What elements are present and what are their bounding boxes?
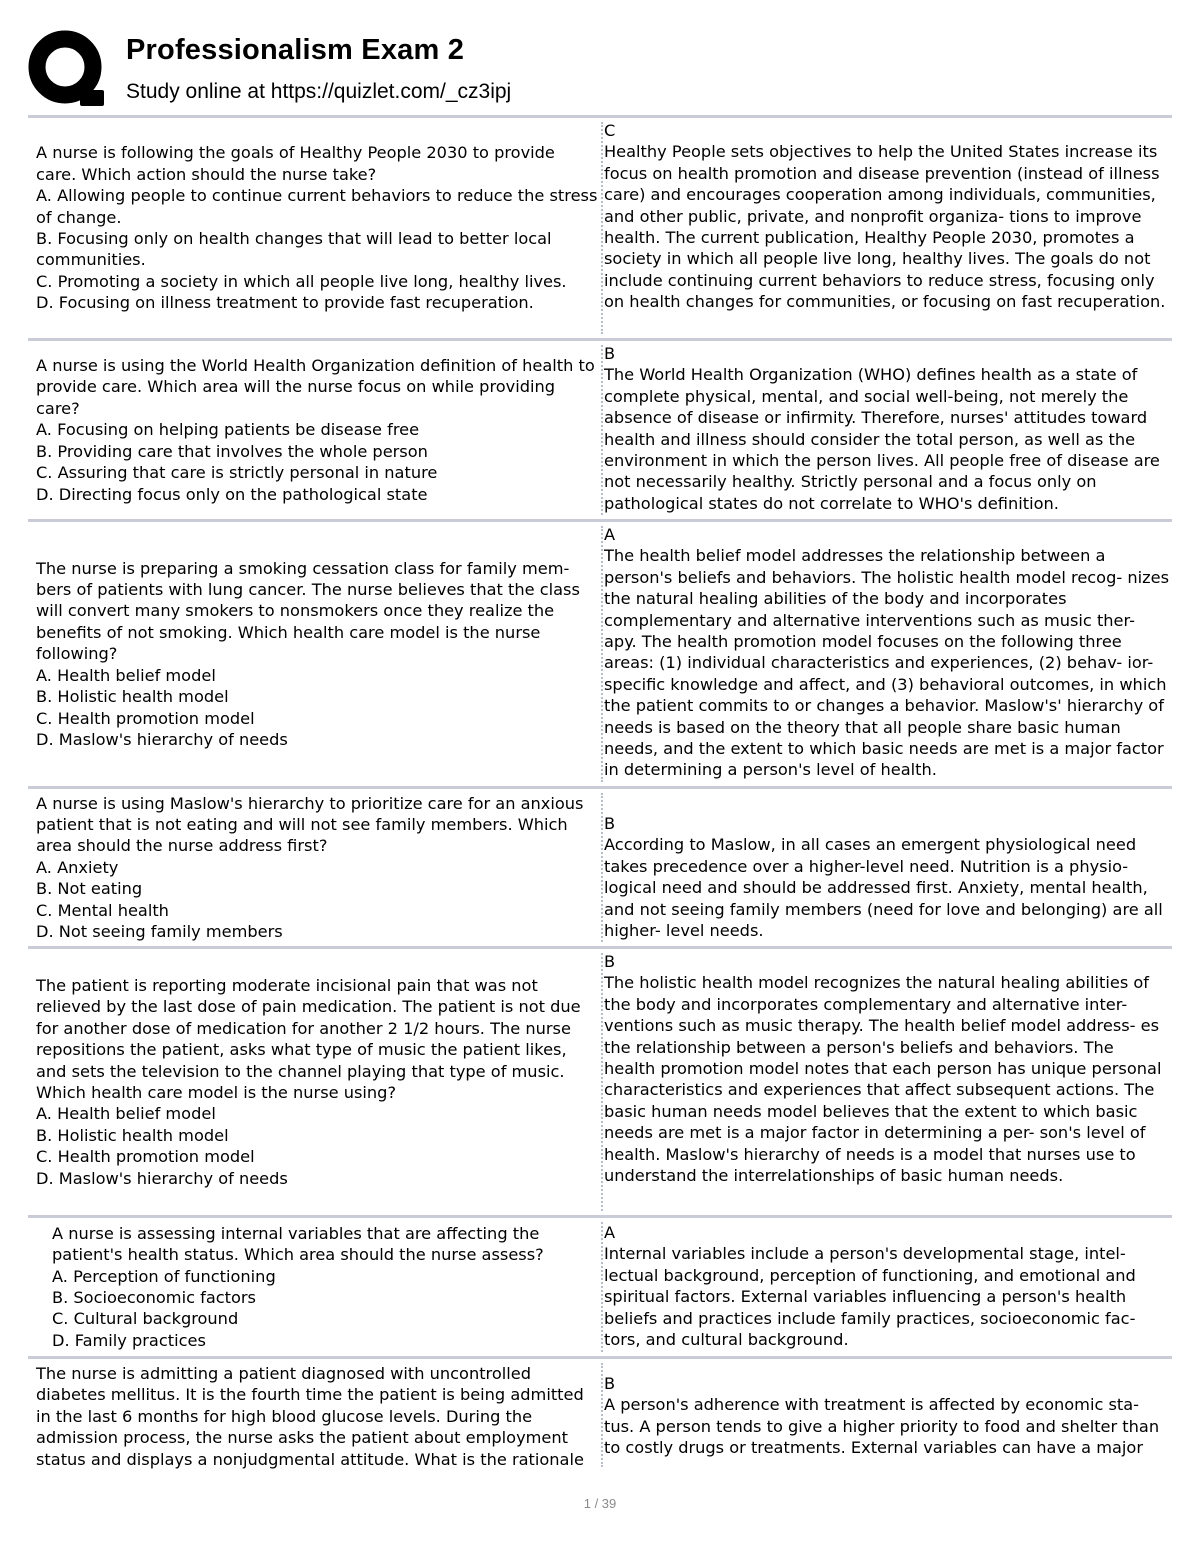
page-title: Professionalism Exam 2 xyxy=(126,34,465,66)
card-term: The patient is reporting moderate incisional pain that was not relieved by the last dose of pain medication. The patient is not due for another dose of medication for another 2 1/2 hours. The nurse repositions the patient, asks what type of music the patient likes, and sets the television to the channel playing that type of music. Which health care model is the nurse using? A. Health belief model B. Holistic health model C. Health promotion model D. Maslow's hierarchy of needs xyxy=(36,975,581,1188)
card-definition: B The World Health Organization (WHO) defines health as a state of complete physical, mental, and social well-being, not merely the absence of disease or infirmity. Therefore, nurses' attitudes toward health and illness should consider the total person, as well as the environment in which the person lives. All people free of disease are not necessarily healthy. Strictly personal and a focus only on pathological states do not correlate to WHO's definition. xyxy=(604,344,1160,513)
card-term: A nurse is assessing internal variables that are affecting the patient's health status. Which area should the nurse assess? A. Perception of functioning B. Socioeconomic factors C. Cultural background D. Family practices xyxy=(52,1223,544,1350)
page-header xyxy=(28,30,1178,110)
card-term: The nurse is admitting a patient diagnosed with uncontrolled diabetes mellitus. It is the fourth time the patient is being admitted in the last 6 months for high blood glucose levels. During the admission process, the nurse asks the patient about employment status and displays a nonjudgmental attitude. What is the rationale xyxy=(36,1364,584,1469)
card-term: A nurse is using the World Health Organization definition of health to provide care. Which area will the nurse focus on while providing care? A. Focusing on helping patients be disease free B. Providing care that involves the whole person C. Assuring that care is strictly personal in nature D. Directing focus only on the pathological state xyxy=(36,356,595,504)
flashcard xyxy=(28,118,1172,341)
column-separator xyxy=(601,122,603,334)
column-separator xyxy=(601,953,603,1211)
column-separator xyxy=(601,1222,603,1352)
card-definition: B According to Maslow, in all cases an emergent physiological need takes precedence over a higher-level need. Nutrition is a physio- logical need and should be addressed first. Anxiety, mental health, and not seeing family members (need for love and belonging) are all higher- level needs. xyxy=(604,814,1163,941)
card-term: A nurse is following the goals of Healthy People 2030 to provide care. Which action should the nurse take? A. Allowing people to continue current behaviors to reduce the stress of change. B. Focusing only on health changes that will lead to better local communities. C. Promoting a society in which all people live long, healthy lives. D. Focusing on illness treatment to provide fast recuperation. xyxy=(36,143,598,313)
card-definition: B A person's adherence with treatment is affected by economic sta- tus. A person tends to give a higher priority to food and shelter than to costly drugs or treatments. External variables can have a major xyxy=(604,1374,1160,1458)
study-link[interactable]: Study online at https://quizlet.com/_cz3ipj xyxy=(126,80,512,103)
column-separator xyxy=(601,793,603,942)
card-definition: B The holistic health model recognizes the natural healing abilities of the body and incorporates complementary and alternative inter- ventions such as music therapy. The health belief model address- es the relationship between a person's beliefs and behaviors. The health promotion model notes that each person has unique personal characteristics and experiences that affect subsequent actions. The basic human needs model believes that the extent to which basic needs are met is a major factor in determining a per- son's level of health. Maslow's hierarchy of needs is a model that nurses use to understand the interrelationships of basic human needs. xyxy=(604,952,1162,1186)
flashcard xyxy=(28,1218,1172,1359)
card-definition: C Healthy People sets objectives to help the United States increase its focus on health promotion and disease prevention (instead of illness care) and encourages cooperation among individuals, communities, and other public, private, and nonprofit organiza- tions to improve health. The current publication, Healthy People 2030, promotes a society in which all people live long, healthy lives. The goals do not include continuing current behaviors to reduce stress, focusing only on health changes for communities, or focusing on fast recuperation. xyxy=(604,121,1166,312)
flashcard xyxy=(28,522,1172,789)
page-number: 1 / 39 xyxy=(583,1496,617,1511)
card-term: A nurse is using Maslow's hierarchy to prioritize care for an anxious patient that is not eating and will not see family members. Which area should the nurse address first? A. Anxiety B. Not eating C. Mental health D. Not seeing family members xyxy=(36,793,584,942)
column-separator xyxy=(601,345,603,515)
column-separator xyxy=(601,1363,603,1467)
card-definition: A Internal variables include a person's developmental stage, intel- lectual background, perception of functioning, and emotional and spiritual factors. External variables influencing a person's health beliefs and practices include family practices, socioeconomic fac- tors, and cultural background. xyxy=(604,1223,1136,1350)
flashcard xyxy=(28,1359,1172,1471)
flashcard xyxy=(28,949,1172,1218)
flashcard xyxy=(28,341,1172,522)
flashcard xyxy=(28,789,1172,949)
card-term: The nurse is preparing a smoking cessation class for family mem- bers of patients with lung cancer. The nurse believes that the class will convert many smokers to nonsmokers once they realize the benefits of not smoking. Which health care model is the nurse following? A. Health belief model B. Holistic health model C. Health promotion model D. Maslow's hierarchy of needs xyxy=(36,558,580,749)
card-definition: A The health belief model addresses the relationship between a person's beliefs and behaviors. The holistic health model recog- nizes the natural healing abilities of the body and incorporates complementary and alternative interventions such as music ther- apy. The health promotion model focuses on the following three areas: (1) individual characteristics and experiences, (2) behav- ior-specific knowledge and affect, and (3) behavioral outcomes, in which the patient commits to or changes a behavior. Maslow's' hierarchy of needs is based on the theory that all people share basic human needs, and the extent to which basic needs are met is a major factor in determining a person's level of health. xyxy=(604,525,1169,780)
quizlet-logo-icon xyxy=(28,30,108,110)
column-separator xyxy=(601,526,603,782)
